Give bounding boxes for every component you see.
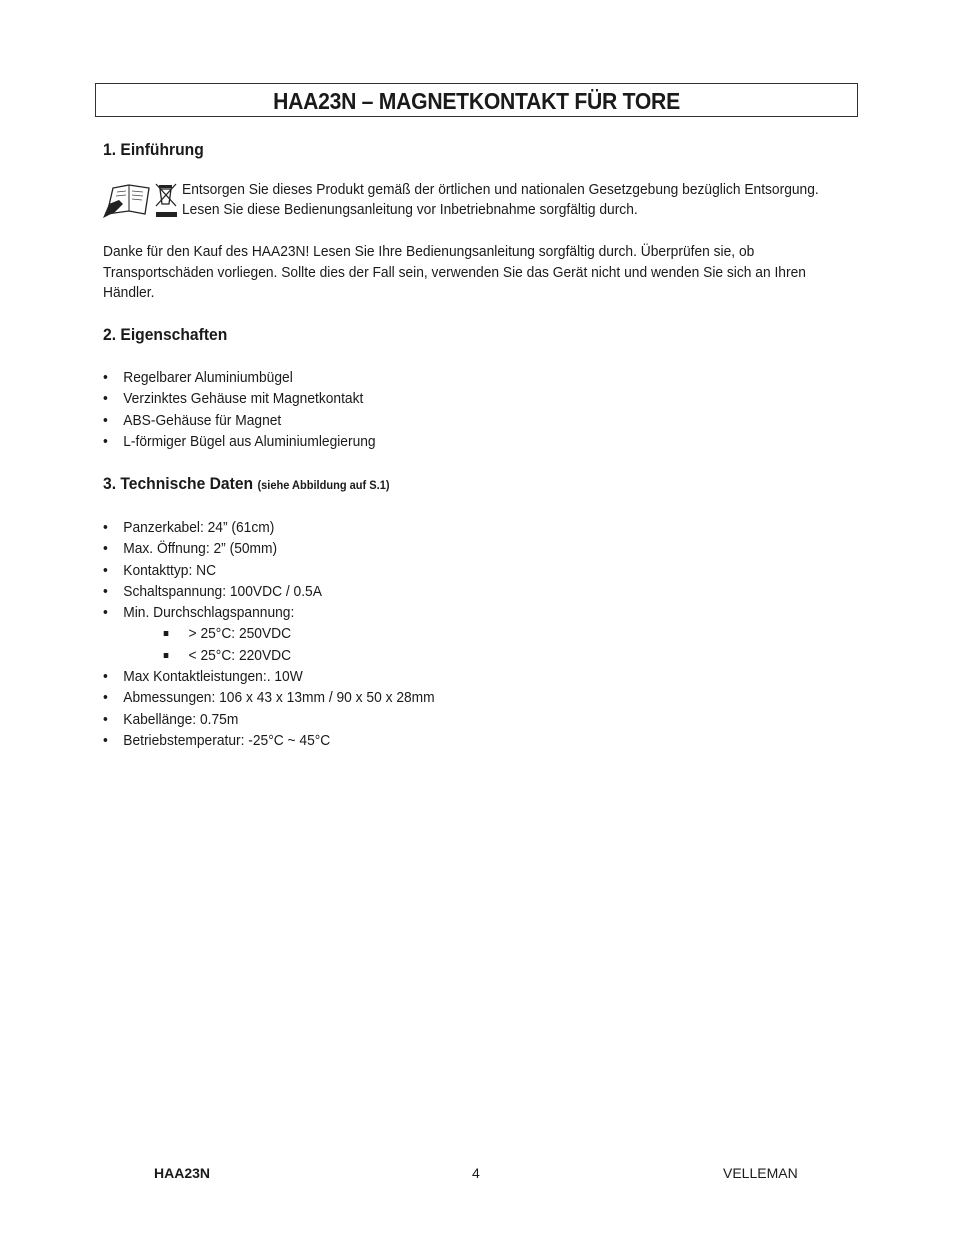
intro-paragraph-line: Danke für den Kauf des HAA23N! Lesen Sie Ihre Bedienungsanleitung sorgfältig durch. Überprüfen sie, ob — [103, 243, 755, 260]
sub-list-item: < 25°C: 220VDC — [103, 645, 435, 666]
list-item: • Schaltspannung: 100VDC / 0.5A — [103, 581, 435, 602]
notice-text — [182, 180, 819, 220]
crossed-out-wheelie-bin-icon — [156, 184, 177, 217]
list-item: • Panzerkabel: 24” (61cm) — [103, 517, 435, 538]
footer-page-number: 4 — [472, 1165, 480, 1181]
notice-line-disposal: Entsorgen Sie dieses Produkt gemäß der örtlichen und nationalen Gesetzgebung bezüglich Entsorgung. — [182, 181, 819, 198]
page-title: HAA23N – MAGNETKONTAKT FÜR TORE — [273, 88, 680, 114]
list-item: • Max. Öffnung: 2” (50mm) — [103, 538, 435, 559]
intro-paragraph — [103, 242, 839, 304]
list-item: • Betriebstemperatur: -25°C ~ 45°C — [103, 730, 435, 751]
section-heading-text: 1. Einführung — [103, 140, 204, 159]
section-heading-specs — [103, 474, 390, 494]
features-list — [103, 367, 376, 452]
notice-icons — [103, 182, 181, 220]
title-box — [95, 83, 858, 117]
intro-paragraph-line: Händler. — [103, 284, 155, 301]
list-item: • Max Kontaktleistungen:. 10W — [103, 666, 435, 687]
list-item: • Kabellänge: 0.75m — [103, 709, 435, 730]
section-heading-features — [103, 325, 227, 345]
list-item: • ABS-Gehäuse für Magnet — [103, 410, 376, 431]
section-heading-text: 2. Eigenschaften — [103, 325, 228, 344]
list-item: • Abmessungen: 106 x 43 x 13mm / 90 x 50 x 28mm — [103, 687, 435, 708]
footer-brand: VELLEMAN — [723, 1165, 798, 1181]
manual-book-icon — [103, 185, 149, 218]
list-item: • L-förmiger Bügel aus Aluminiumlegierung — [103, 431, 376, 452]
specs-list — [103, 517, 435, 751]
section-heading-note: (siehe Abbildung auf S.1) — [257, 478, 390, 492]
list-item: • Verzinktes Gehäuse mit Magnetkontakt — [103, 388, 376, 409]
intro-paragraph-line: Transportschäden vorliegen. Sollte dies der Fall sein, verwenden Sie das Gerät nicht und wenden Sie sich an Ihren — [103, 263, 806, 281]
footer-model: HAA23N — [154, 1165, 211, 1181]
list-item: • Regelbarer Aluminiumbügel — [103, 367, 376, 388]
list-item: • Min. Durchschlagspannung: — [103, 602, 435, 623]
section-heading-introduction — [103, 140, 204, 160]
sub-list-item: > 25°C: 250VDC — [103, 623, 435, 644]
section-heading-text: 3. Technische Daten — [103, 474, 254, 493]
list-item: • Kontakttyp: NC — [103, 560, 435, 581]
notice-line-read-manual: Lesen Sie diese Bedienungsanleitung vor Inbetriebnahme sorgfältig durch. — [182, 201, 638, 218]
